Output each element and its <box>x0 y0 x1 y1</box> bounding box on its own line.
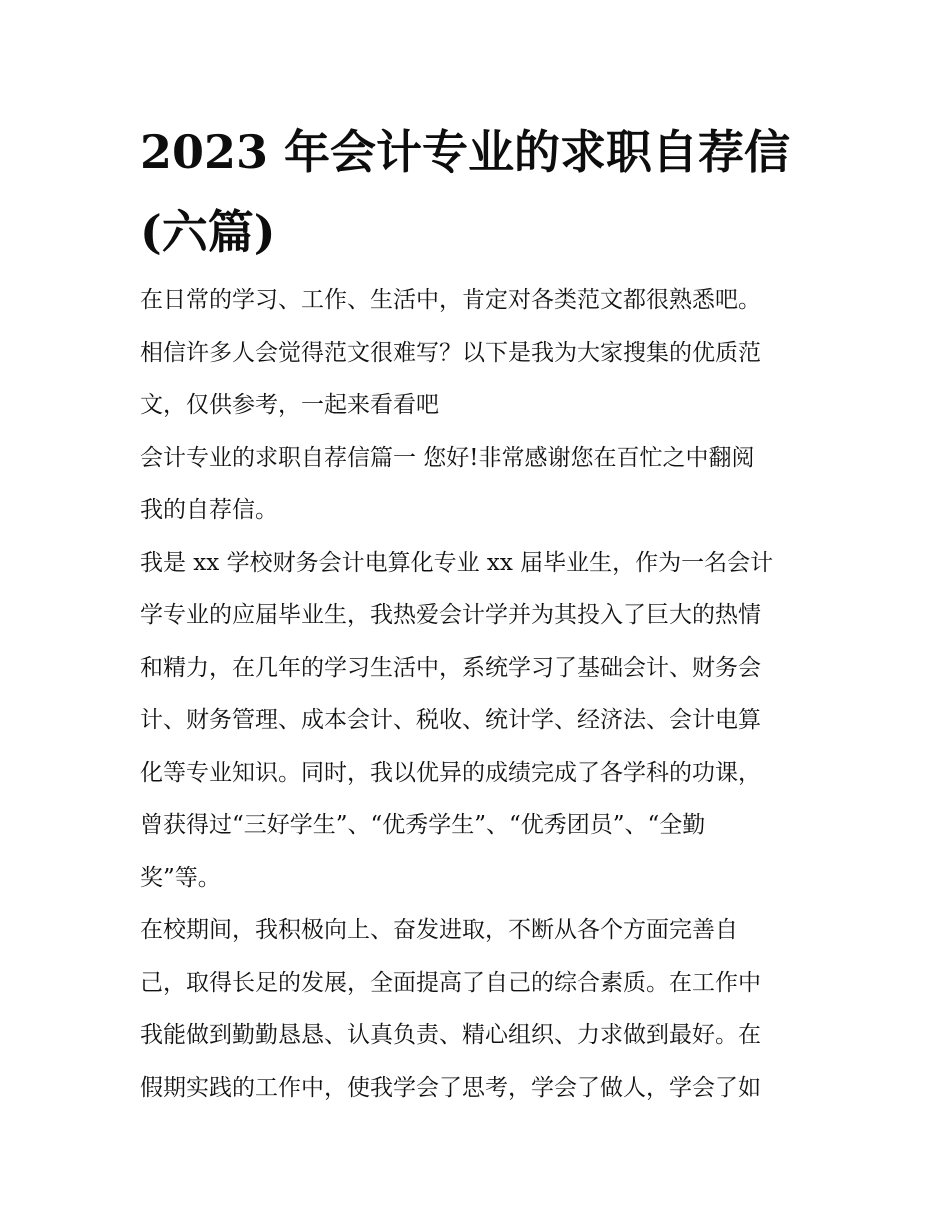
document-body <box>140 274 830 1114</box>
body-line: 曾获得过“三好学生”、“优秀学生”、“优秀团员”、“全勤 <box>140 812 706 838</box>
title-line: (六篇) <box>140 205 276 259</box>
body-line: 在校期间，我积极向上、奋发进取，不断从各个方面完善自 <box>140 917 738 943</box>
body-line: 我能做到勤勤恳恳、认真负责、精心组织、力求做到最好。在 <box>140 1022 761 1048</box>
body-line: 计、财务管理、成本会计、税收、统计学、经济法、会计电算 <box>140 707 761 733</box>
document-title <box>140 112 830 272</box>
body-line: 学专业的应届毕业生，我热爱会计学并为其投入了巨大的热情 <box>140 602 761 628</box>
body-line: 奖”等。 <box>140 864 221 891</box>
title-line: 2023 年会计专业的求职自荐信 <box>140 125 791 179</box>
body-line: 在日常的学习、工作、生活中，肯定对各类范文都很熟悉吧。 <box>140 287 761 313</box>
body-line: 文，仅供参考，一起来看看吧 <box>140 392 439 418</box>
body-line: 相信许多人会觉得范文很难写？以下是我为大家搜集的优质范 <box>140 339 761 366</box>
body-line: 己，取得长足的发展，全面提高了自己的综合素质。在工作中 <box>140 969 761 996</box>
body-line: 和精力，在几年的学习生活中，系统学习了基础会计、财务会 <box>140 654 761 681</box>
body-line: 我是 xx 学校财务会计电算化专业 xx 届毕业生，作为一名会计 <box>140 549 774 576</box>
body-line: 我的自荐信。 <box>140 497 278 523</box>
body-line: 会计专业的求职自荐信篇一 您好!非常感谢您在百忙之中翻阅 <box>140 444 755 471</box>
body-line: 化等专业知识。同时，我以优异的成绩完成了各学科的功课， <box>140 759 761 786</box>
body-line: 假期实践的工作中，使我学会了思考，学会了做人，学会了如 <box>140 1074 761 1101</box>
